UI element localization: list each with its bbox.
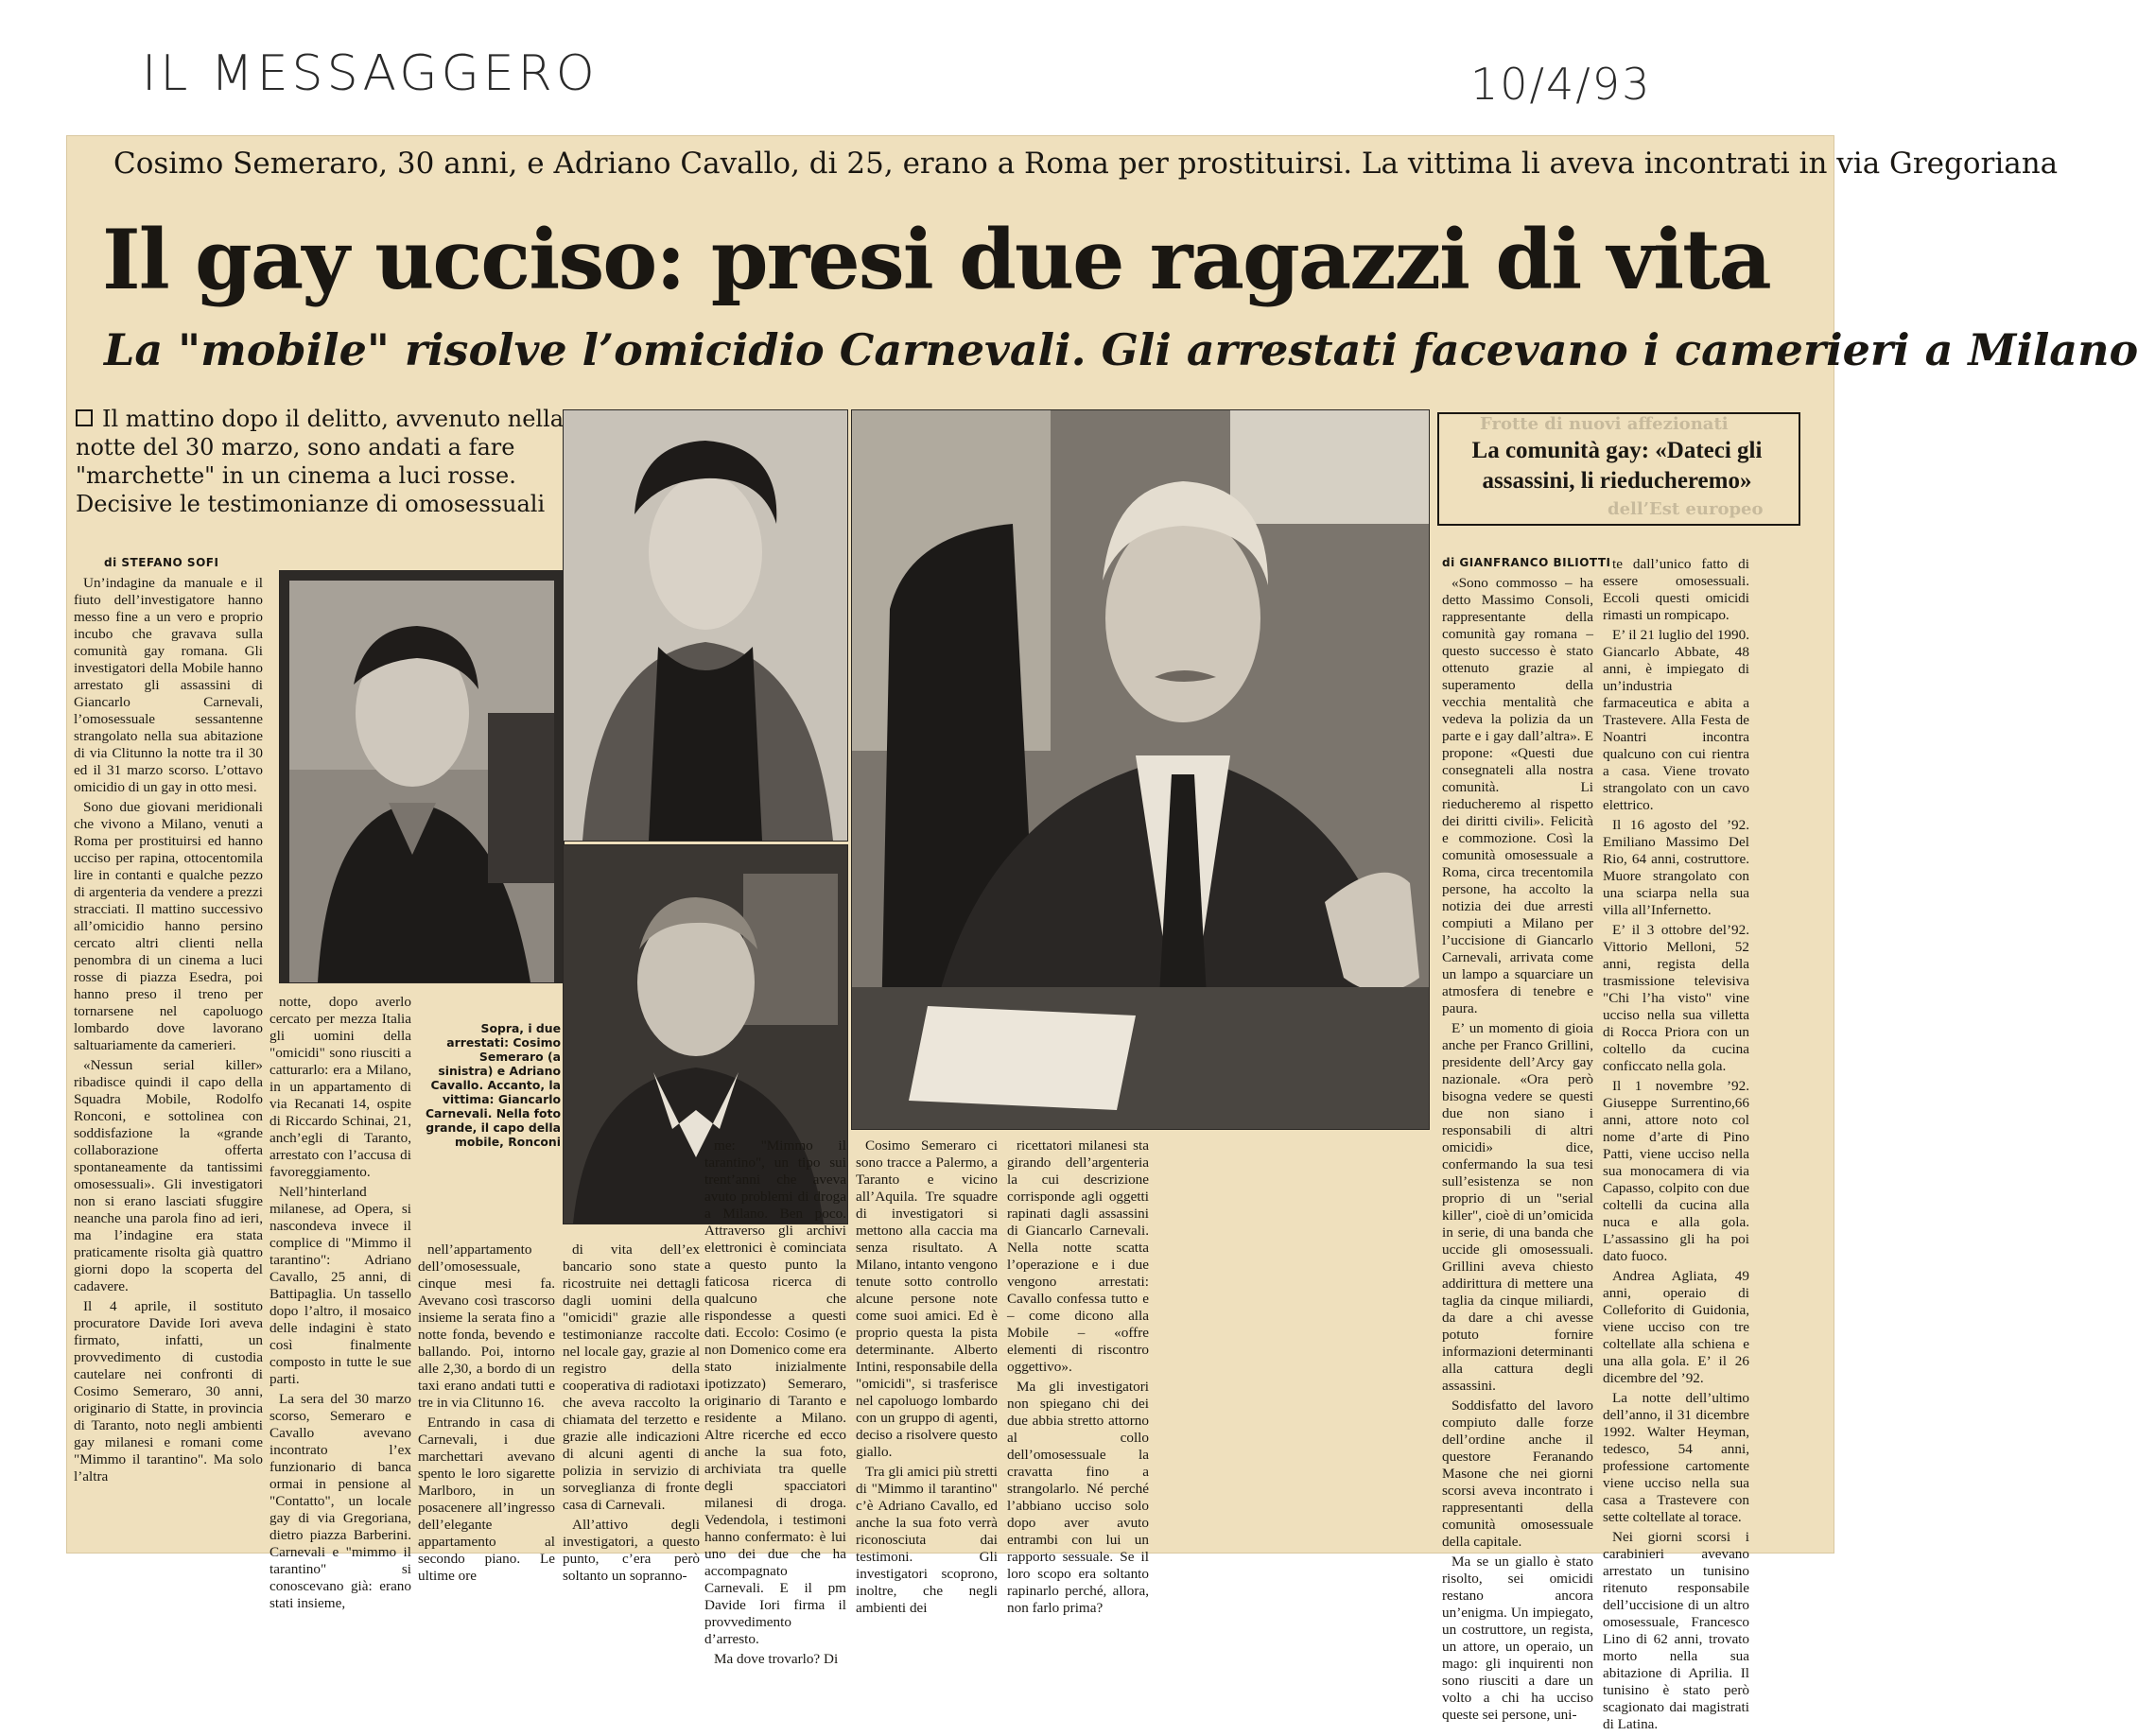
article-column-7: ricettatori milanesi sta girando dell’argenteria la cui descrizione corrisponde agli oggetti rapinati dagli assassini di Giancarlo Carnevali. Nella notte scatta l’operazione e i due vengono arrestati: Cavallo confessa tutto e – come dicono alla Mobile – «offre elementi di riscontro oggettivo». Ma gli investigatori non spiegano chi dei due abbia stretto attorno al collo dell’omosessuale la cravatta fino a strangolarlo. Né perché l’abbiano ucciso solo dopo aver avuto entrambi con lui un rapporto sessuale. Se il loro scopo era soltanto rapinarlo perché, allora, non farlo prima? (1007, 1137, 1149, 1616)
article-column-4: di vita dell’ex bancario sono state ricostruite nei dettagli dagli uomini della "omicidi" grazie alle testimonianze raccolte nel locale gay, grazie al registro della cooperativa di radiotaxi che aveva raccolto la chiamata del terzetto e grazie alle indicazioni di alcuni agenti di polizia in servizio di sorveglianza di fronte casa di Carnevali. All’attivo degli investigatori, a questo punto, c’era però soltanto un sopranno- (563, 1241, 700, 1584)
bleed-through-text: dell’Est europeo (1608, 499, 1764, 519)
byline-sidebar: di GIANFRANCO BILIOTTI (1442, 556, 1611, 569)
byline-main: di STEFANO SOFI (104, 556, 219, 569)
article-column-6: Cosimo Semeraro ci sono tracce a Palermo, a Taranto e vicino all’Aquila. Tre squadre di investigatori si mettono alla caccia ma senza risultato. A Milano, intanto vengono tenute sotto controllo alcune persone note come suoi amici. Ed è proprio questa la pista determinante. Alberto Intini, responsabile della "omicidi", si trasferisce nel capoluogo lombardo con un gruppo di agenti, deciso a risolvere questo giallo. Tra gli amici più stretti di "Mimmo il tarantino" c’è Adriano Cavallo, ed anche la sua foto verrà riconosciuta dai testimoni. Gli investigatori scoprono, inoltre, che negli ambienti dei (856, 1137, 998, 1616)
summary-lede (76, 405, 572, 518)
photo-ronconi-large (851, 409, 1430, 1130)
kicker: Cosimo Semeraro, 30 anni, e Adriano Cavallo, di 25, erano a Roma per prostituirsi. La vittima li aveva incontrati in via Gregoriana (113, 147, 2059, 181)
summary-text: Il mattino dopo il delitto, avvenuto nella notte del 30 marzo, sono andati a fare "marchette" in un cinema a luci rosse. Decisive le testimonianze di omosessuali (76, 406, 565, 517)
article-column-2: notte, dopo averlo cercato per mezza Italia gli uomini della "omicidi" sono riusciti a catturarlo: era a Milano, in un appartamento di via Recanati 14, ospite di Riccardo Schinai, 21, anch’egli di Taranto, arrestato con l’accusa di favoreggiamento. Nell’hinterland milanese, ad Opera, si nascondeva invece il complice di "Mimmo il tarantino": Adriano Cavallo, 25 anni, di Battipaglia. Un tassello dopo l’altro, il mosaico delle indagini è stato così finalmente composto in tutte le sue parti. La sera del 30 marzo scorso, Semeraro e Cavallo avevano incontrato l’ex funzionario di banca ormai in pensione al "Contatto", un locale gay di via Gregoriana, dietro piazza Barberini. Carnevali e "mimmo il tarantino" si conoscevano già: erano stati insieme, (269, 994, 411, 1611)
handwritten-masthead: IL MESSAGGERO (142, 45, 599, 102)
bleed-through-text: Frotte di nuovi affezionati (1480, 414, 1729, 434)
sidebar-column-1: «Sono commosso – ha detto Massimo Consoli, rappresentante della comunità gay romana – questo successo è stato ottenuto grazie al superamento della vecchia mentalità che vedeva la polizia da un parte e i gay dall’altra». E propone: «Questi due consegnateli alla nostra comunità. Li rieducheremo al rispetto dei diritti civili». Felicità e commozione. Così la comunità omosessuale a Roma, circa trecentomila persone, ha accolto la notizia dei due arresti compiuti a Milano per l’uccisione di Giancarlo Carnevali, arrivata come un lampo a squarciare un atmosfera di tenebre e paura. E’ un momento di gioia anche per Franco Grillini, presidente dell’Arcy gay nazionale. «Ora però bisogna vedere se questi due non siano i responsabili di altri omicidi» dice, confermando la sua tesi sull’esistenza se non proprio di un "serial killer", cioè di un’omicida in serie, di una banda che uccide gli omosessuali. Grillini aveva chiesto addirittura di mettere una taglia da cinque miliardi, da dare a chi avesse potuto fornire informazioni determinanti alla cattura degli assassini. Soddisfatto del lavoro compiuto dalle forze dell’ordine anche il questore Feranando Masone che nei giorni scorsi aveva incontrato i rappresentanti della comunità omosessuale della capitale. Ma se un giallo è stato risolto, sei omicidi restano ancora un’enigma. Un impiegato, un costruttore, un regista, un attore, un operaio, un mago: gli inquirenti non sono riusciti a dare un volto a chi ha ucciso queste sei persone, uni- (1442, 575, 1593, 1723)
sidebar-title: La comunità gay: «Dateci gli assassini, li rieducheremo» (1471, 438, 1763, 494)
handwritten-date: 10/4/93 (1470, 59, 1652, 110)
subheadline: La "mobile" risolve l’omicidio Carnevali. Gli arrestati facevano i camerieri a Milano (104, 324, 2138, 375)
photo-caption: Sopra, i due arrestati: Cosimo Semeraro (a sinistra) e Adriano Cavallo. Accanto, la vittima: Giancarlo Carnevali. Nella foto grande, il capo della mobile, Ronconi (425, 1021, 561, 1149)
newspaper-clipping (66, 135, 2138, 1732)
square-bullet-icon (76, 409, 93, 426)
article-column-3: nell’appartamento dell’omosessuale, cinque mesi fa. Avevano così trascorso insieme la serata fino a notte fonda, bevendo e ballando. Poi, intorno alle 2,30, a bordo di un taxi erano andati tutti e tre in via Clitunno 16. Entrando in casa di Carnevali, i due marchettari avevano spento le loro sigarette Marlboro, in un posacenere all’ingresso dell’elegante appartamento al secondo piano. Le ultime ore (418, 1241, 555, 1584)
photo-arrested-cavallo (563, 409, 848, 842)
sidebar-column-2: te dall’unico fatto di essere omosessuali. Eccoli questi omicidi rimasti un rompicapo. E’ il 21 luglio del 1990. Giancarlo Abbate, 48 anni, è impiegato di un’industria farmaceutica e abita a Trastevere. Alla Festa de Noantri incontra qualcuno con cui rientra a casa. Viene trovato strangolato con un cavo elettrico. Il 16 agosto del ’92. Emiliano Massimo Del Rio, 64 anni, costruttore. Muore strangolato con una sciarpa nella sua villa all’Infernetto. E’ il 3 ottobre del’92. Vittorio Melloni, 52 anni, regista della trasmissione televisiva "Chi l’ha visto" vine ucciso nella sua villetta di Rocca Priora con un coltello da cucina conficcato nella gola. Il 1 novembre ’92. Giuseppe Surrentino,66 anni, attore noto col nome d’arte di Pino Patti, viene ucciso nella sua monocamera di via Capasso, colpito con due coltelli da cucina alla nuca e alla gola. L’assassino gli ha poi dato fuoco. Andrea Agliata, 49 anni, operaio di Colleforito di Guidonia, viene ucciso con tre coltellate alla schiena e una alla gola. E’ il 26 dicembre del ’92. La notte dell’ultimo dell’anno, il 31 dicembre 1992. Walter Heyman, tedesco, 54 anni, professione cartomente viene ucciso nella sua casa a Trastevere con sette coltellate al torace. Nei giorni scorsi i carabinieri avevano arrestato un tunisino ritenuto responsabile dell’uccisione di un altro omosessuale, Francesco Lino di 62 anni, trovato morto nella sua abitazione di Aprilia. Il tunisino è stato però scagionato dai magistrati di Latina. (1603, 556, 1749, 1732)
headline: Il gay ucciso: presi due ragazzi di vita (102, 211, 1770, 308)
article-column-5: me: "Mimmo il tarantino", un tipo sui trent’anni che aveva avuto problemi di droga a Milano. Ben poco. Attraverso gli archivi elettronici è cominciata a questo punto la faticosa ricerca di qualcuno che rispondesse a questi dati. Eccolo: Cosimo (e non Domenico come era stato inizialmente ipotizzato) Semeraro, originario di Taranto e residente a Milano. Altre ricerche ed ecco anche la sua foto, archiviata tra quelle degli spacciatori milanesi di droga. Vedendola, i testimoni hanno confermato: è lui uno dei due che ha accompagnato Carnevali. E il pm Davide Iori firma il provvedimento d’arresto. Ma dove trovarlo? Di (704, 1137, 846, 1667)
photo-arrested-semeraro (279, 570, 565, 983)
article-column-1: Un’indagine da manuale e il fiuto dell’investigatore hanno messo fine a un vero e proprio incubo che gravava sulla comunità gay romana. Gli investigatori della Mobile hanno arrestato gli assassini di Giancarlo Carnevali, l’omosessuale sessantenne strangolato nella sua abitazione di via Clitunno la notte tra il 30 ed il 31 marzo scorso. L’ottavo omicidio di un gay in otto mesi. Sono due giovani meridionali che vivono a Milano, venuti a Roma per prostituirsi ed hanno ucciso per rapina, ottocentomila lire in contanti e qualche pezzo di argenteria da vendere a prezzi stracciati. Il mattino successivo all’omicidio hanno persino cercato altri clienti nella penombra di un cinema a luci rosse di piazza Esedra, poi hanno preso il treno per tornarsene nel capoluogo lombardo dove lavorano saltuariamente da camerieri. «Nessun serial killer» ribadisce quindi il capo della Squadra Mobile, Rodolfo Ronconi, e sottolinea con soddisfazione la «grande collaborazione offerta spontaneamente da tantissimi omosessuali». Gli investigatori non si erano lasciati sfuggire neanche una parola fino ad ieri, ma l’indagine era stata praticamente risolta già quattro giorni dopo la scoperta del cadavere. Il 4 aprile, il sostituto procuratore Davide Iori aveva firmato, infatti, un provvedimento di custodia cautelare nei confronti di Cosimo Semeraro, 30 anni, originario di Statte, in provincia di Taranto, noto negli ambienti gay milanesi e romani come "Mimmo il tarantino". Ma solo l’altra (74, 575, 263, 1484)
